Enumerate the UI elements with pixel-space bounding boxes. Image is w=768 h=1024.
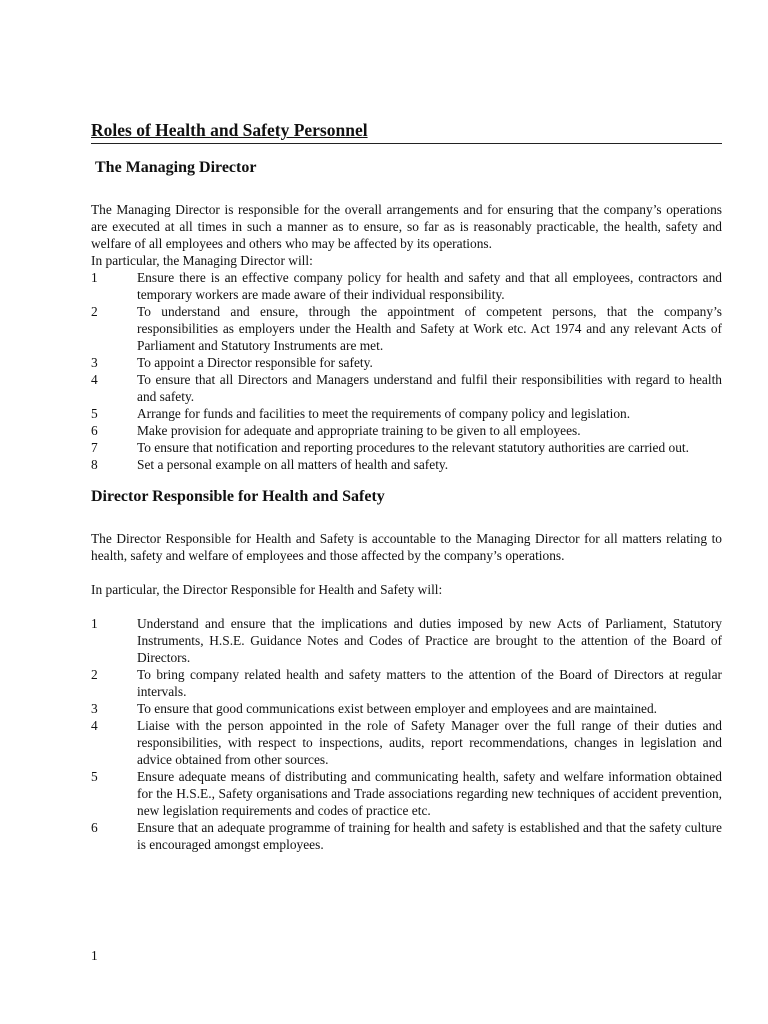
section-heading-managing-director: The Managing Director bbox=[95, 159, 257, 176]
item-text: To ensure that good communications exist between employer and employees and are maintained. bbox=[137, 701, 658, 716]
page-number: 1 bbox=[91, 948, 98, 963]
item-number: 2 bbox=[91, 304, 98, 319]
item-text: To ensure that all Directors and Managers understand and fulfil their responsibilities with regard to health and safety. bbox=[137, 372, 722, 404]
item-number: 1 bbox=[91, 616, 98, 631]
item-text: Arrange for funds and facilities to meet the requirements of company policy and legislation. bbox=[137, 406, 631, 421]
managing-director-intro: The Managing Director is responsible for the overall arrangements and for ensuring that the company’s operations are executed at all times in such a manner as to ensure, so far as is reasonably practicable, the health, safety and welfare of all employees and others who may be affected by its operations. bbox=[91, 202, 722, 251]
item-number: 5 bbox=[91, 769, 98, 784]
item-text: Liaise with the person appointed in the role of Safety Manager over the full range of their duties and responsibilities, with respect to inspections, audits, report recommendations, changes in legislation and advice obtained from other sources. bbox=[137, 718, 722, 767]
item-text: Understand and ensure that the implications and duties imposed by new Acts of Parliament, Statutory Instruments, H.S.E. Guidance Notes and Codes of Practice are brought to the attention of the Board of Directors. bbox=[137, 616, 722, 665]
item-text: To bring company related health and safety matters to the attention of the Board of Directors at regular intervals. bbox=[137, 667, 722, 699]
list-item bbox=[91, 371, 722, 405]
item-number: 4 bbox=[91, 718, 98, 733]
list-item bbox=[91, 768, 722, 819]
list-item bbox=[91, 405, 722, 422]
item-number: 2 bbox=[91, 667, 98, 682]
list-item bbox=[91, 303, 722, 354]
item-number: 5 bbox=[91, 406, 98, 421]
director-health-safety-intro: The Director Responsible for Health and Safety is accountable to the Managing Director for all matters relating to health, safety and welfare of employees and those affected by the company’s operations. bbox=[91, 531, 722, 563]
list-item bbox=[91, 354, 722, 371]
item-number: 3 bbox=[91, 355, 98, 370]
item-text: Set a personal example on all matters of health and safety. bbox=[137, 457, 449, 472]
managing-director-lead-in: In particular, the Managing Director will: bbox=[91, 253, 313, 268]
item-number: 4 bbox=[91, 372, 98, 387]
document-title: Roles of Health and Safety Personnel bbox=[91, 119, 722, 144]
item-text: Ensure there is an effective company policy for health and safety and that all employees, contractors and temporary workers are made aware of their individual responsibility. bbox=[137, 270, 722, 302]
item-text: To ensure that notification and reporting procedures to the relevant statutory authorities are carried out. bbox=[137, 440, 689, 455]
list-item bbox=[91, 269, 722, 303]
managing-director-duties-list bbox=[91, 269, 722, 473]
list-item bbox=[91, 666, 722, 700]
list-item bbox=[91, 717, 722, 768]
item-text: Ensure adequate means of distributing and communicating health, safety and welfare information obtained for the H.S.E., Safety organisations and Trade associations regarding new techniques of accident prevention, new legislation requirements and codes of practice etc. bbox=[137, 769, 722, 818]
list-item bbox=[91, 700, 722, 717]
list-item bbox=[91, 819, 722, 853]
director-health-safety-duties-list bbox=[91, 615, 722, 853]
list-item bbox=[91, 422, 722, 439]
item-text: Make provision for adequate and appropriate training to be given to all employees. bbox=[137, 423, 581, 438]
item-text: To appoint a Director responsible for safety. bbox=[137, 355, 373, 370]
item-text: Ensure that an adequate programme of training for health and safety is established and that the safety culture is encouraged amongst employees. bbox=[137, 820, 722, 852]
item-number: 7 bbox=[91, 440, 98, 455]
list-item bbox=[91, 615, 722, 666]
item-text: To understand and ensure, through the appointment of competent persons, that the company’s responsibilities as employers under the Health and Safety at Work etc. Act 1974 and any relevant Acts of Parliament and Statutory Instruments are met. bbox=[137, 304, 722, 353]
item-number: 1 bbox=[91, 270, 98, 285]
item-number: 6 bbox=[91, 820, 98, 835]
list-item bbox=[91, 439, 722, 456]
item-number: 8 bbox=[91, 457, 98, 472]
list-item bbox=[91, 456, 722, 473]
section-heading-director-health-safety: Director Responsible for Health and Safety bbox=[91, 488, 385, 505]
item-number: 6 bbox=[91, 423, 98, 438]
item-number: 3 bbox=[91, 701, 98, 716]
director-health-safety-lead-in: In particular, the Director Responsible for Health and Safety will: bbox=[91, 582, 443, 597]
